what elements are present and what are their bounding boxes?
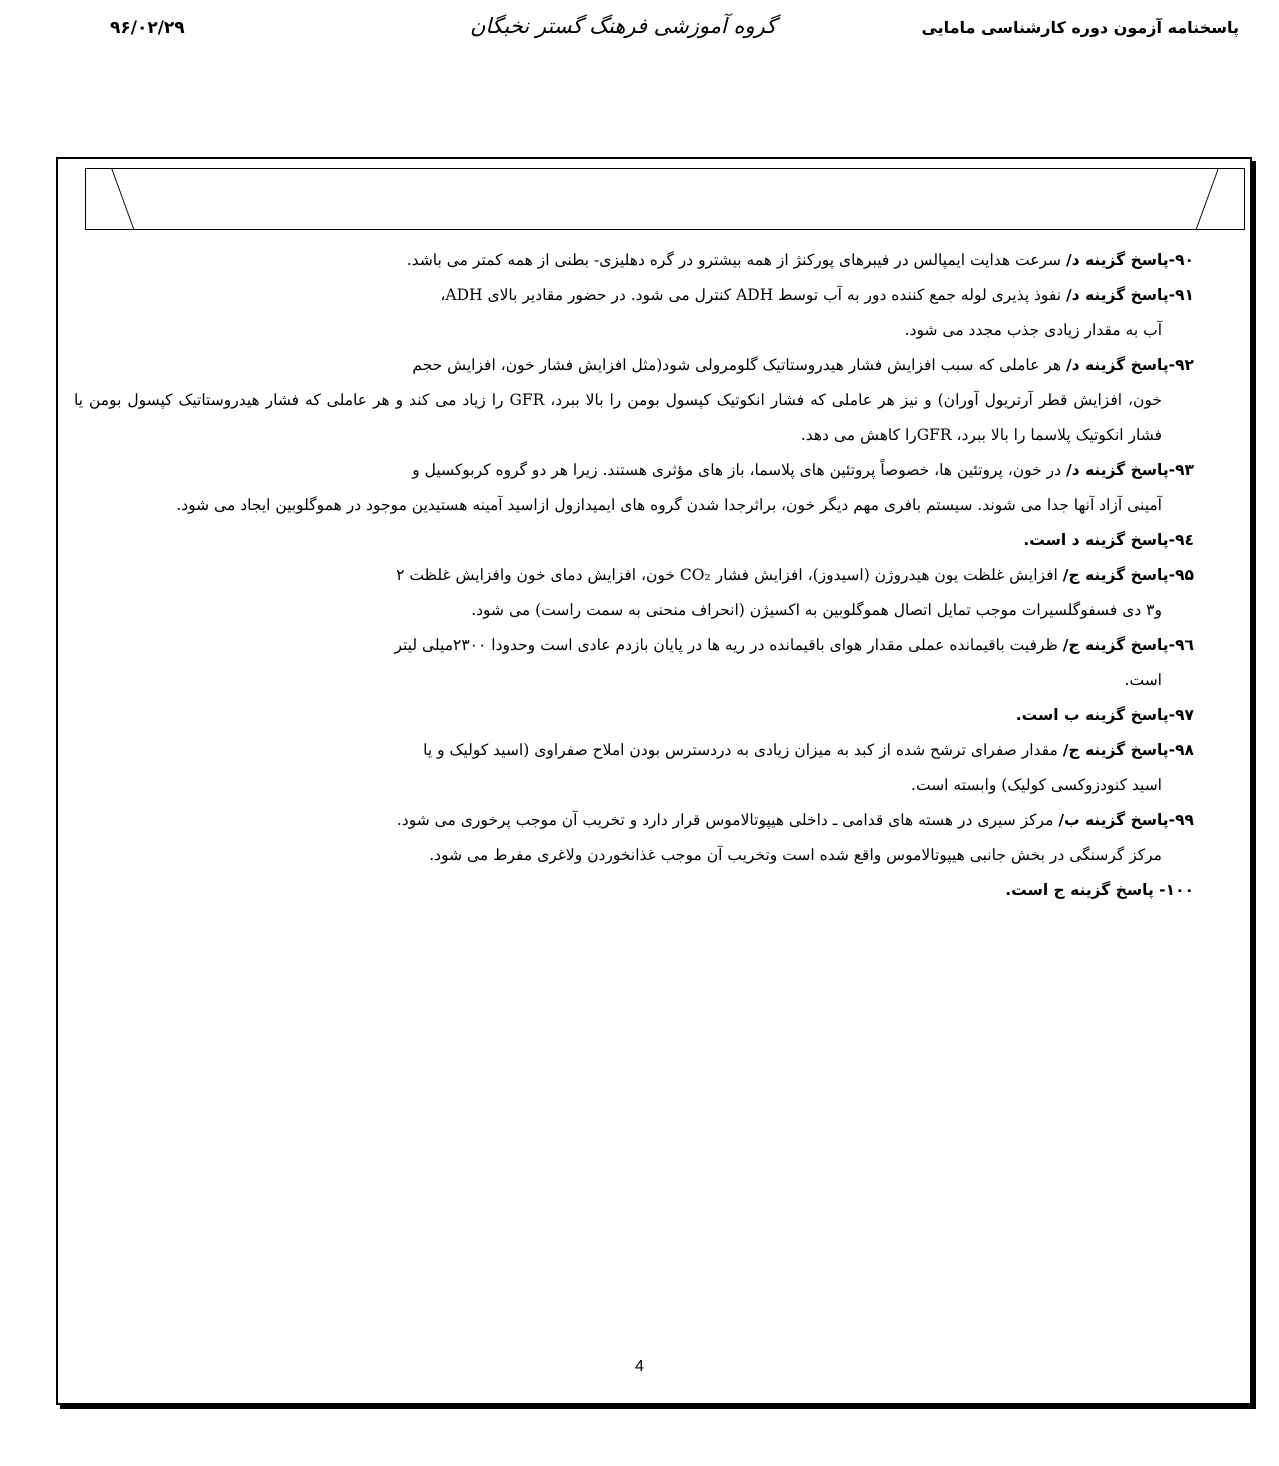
page-number: 4 (635, 1358, 644, 1375)
answer-item (74, 278, 1194, 348)
item-text: در خون، پروتئین ها، خصوصاً پروتئین های پلاسما، باز های مؤثری هستند. زیرا هر دو گروه کربوکسیل و (412, 461, 1066, 479)
item-number: ۹۵- (1168, 566, 1194, 584)
item-text: مقدار صفرای ترشح شده از کبد به میزان زیادی به دردسترس بودن املاح صفراوی (اسید کولیک و یا (423, 741, 1063, 759)
header-date: ۹۶/۰۲/۲۹ (110, 18, 185, 38)
item-text: نفوذ پذیری لوله جمع کننده دور به آب توسط ADH کنترل می شود. در حضور مقادیر بالای ADH، (440, 286, 1066, 304)
header-title: پاسخنامه آزمون دوره کارشناسی مامایی (921, 18, 1239, 37)
answer-item (74, 453, 1194, 523)
item-continuation: خون، افزایش قطر آرتریول آوران) و نیز هر عاملی که فشار انکوتیک کپسول بومن را بالا ببرد، GFR را زیاد می کند و هر عاملی که فشار هیدروستاتیک کپسول بومن یا فشار انکوتیک پلاسما را بالا ببرد، GFRرا کاهش می دهد. (74, 391, 1162, 444)
item-number: ۹۷- (1168, 706, 1194, 724)
item-continuation: مرکز گرسنگی در بخش جانبی هیپوتالاموس واقع شده است وتخریب آن موجب غذانخوردن ولاغری مفرط می شود. (429, 846, 1162, 864)
answer-item (74, 628, 1194, 698)
item-number: ۹۳- (1168, 461, 1194, 479)
item-number: ۹۲- (1168, 356, 1194, 374)
answer-item (74, 698, 1194, 733)
answer-item (74, 243, 1194, 278)
item-answer: پاسخ گزینه ب/ (1058, 811, 1169, 829)
item-answer: پاسخ گزینه د است. (1023, 531, 1169, 549)
item-answer: پاسخ گزینه د/ (1065, 461, 1169, 479)
header-bevel-right (1195, 168, 1245, 230)
header-box (85, 168, 1245, 230)
header-group-name: گروه آموزشی فرهنگ گستر نخبگان (470, 14, 777, 38)
item-text: هر عاملی که سبب افزایش فشار هیدروستاتیک گلومرولی شود(مثل افزایش فشار خون، افزایش حجم (412, 356, 1066, 374)
item-answer: پاسخ گزینه ب است. (1015, 706, 1169, 724)
answer-item (74, 803, 1194, 873)
item-number: ۹۹- (1168, 811, 1194, 829)
item-number: ۹۸- (1168, 741, 1194, 759)
item-number: ۹٦- (1168, 636, 1194, 654)
item-number: ۹٤- (1168, 531, 1194, 549)
answer-item (74, 348, 1194, 453)
item-continuation: و۳ دی فسفوگلسیرات موجب تمایل اتصال هموگلوبین به اکسیژن (انحراف منحنی به سمت راست) می شود. (471, 601, 1162, 619)
item-continuation: آمینی آزاد آنها جدا می شوند. سیستم بافری مهم دیگر خون، براثرجدا شدن گروه های ایمیدازول ازاسید آمینه هستیدین موجود در هموگلوبین ایجاد می شود. (176, 496, 1162, 514)
item-text: افزایش غلظت یون هیدروژن (اسیدوز)، افزایش فشار CO₂ خون، افزایش دمای خون وافزایش غلظت ۲ (396, 566, 1063, 584)
item-answer: پاسخ گزینه ج/ (1062, 741, 1169, 759)
item-number: ۹۱- (1168, 286, 1194, 304)
item-answer: پاسخ گزینه د/ (1065, 356, 1169, 374)
item-text: سرعت هدایت ایمپالس در فیبرهای پورکنژ از همه بیشترو در گره دهلیزی- بطنی از همه کمتر می باشد. (406, 251, 1066, 269)
item-text: مرکز سیری در هسته های قدامی ـ داخلی هیپوتالاموس قرار دارد و تخریب آن موجب پرخوری می شود. (396, 811, 1059, 829)
item-answer: پاسخ گزینه د/ (1065, 251, 1169, 269)
item-number: ۱۰۰- (1153, 881, 1194, 899)
answer-item (74, 873, 1194, 908)
item-answer: پاسخ گزینه ج است. (1005, 881, 1154, 899)
item-continuation: است. (1124, 671, 1162, 689)
answer-item (74, 733, 1194, 803)
item-continuation: آب به مقدار زیادی جذب مجدد می شود. (904, 321, 1162, 339)
item-answer: پاسخ گزینه ج/ (1062, 566, 1169, 584)
item-continuation: اسید کنودزوکسی کولیک) وابسته است. (911, 776, 1162, 794)
item-answer: پاسخ گزینه د/ (1065, 286, 1169, 304)
answer-item (74, 558, 1194, 628)
answer-item (74, 523, 1194, 558)
header-bevel-left (85, 168, 135, 230)
item-text: ظرفیت باقیمانده عملی مقدار هوای باقیمانده در ریه ها در پایان بازدم عادی است وحدودا ۲۳۰۰میلی لیتر (394, 636, 1063, 654)
answer-list (74, 243, 1194, 908)
item-number: ۹۰- (1168, 251, 1194, 269)
item-answer: پاسخ گزینه ج/ (1062, 636, 1169, 654)
